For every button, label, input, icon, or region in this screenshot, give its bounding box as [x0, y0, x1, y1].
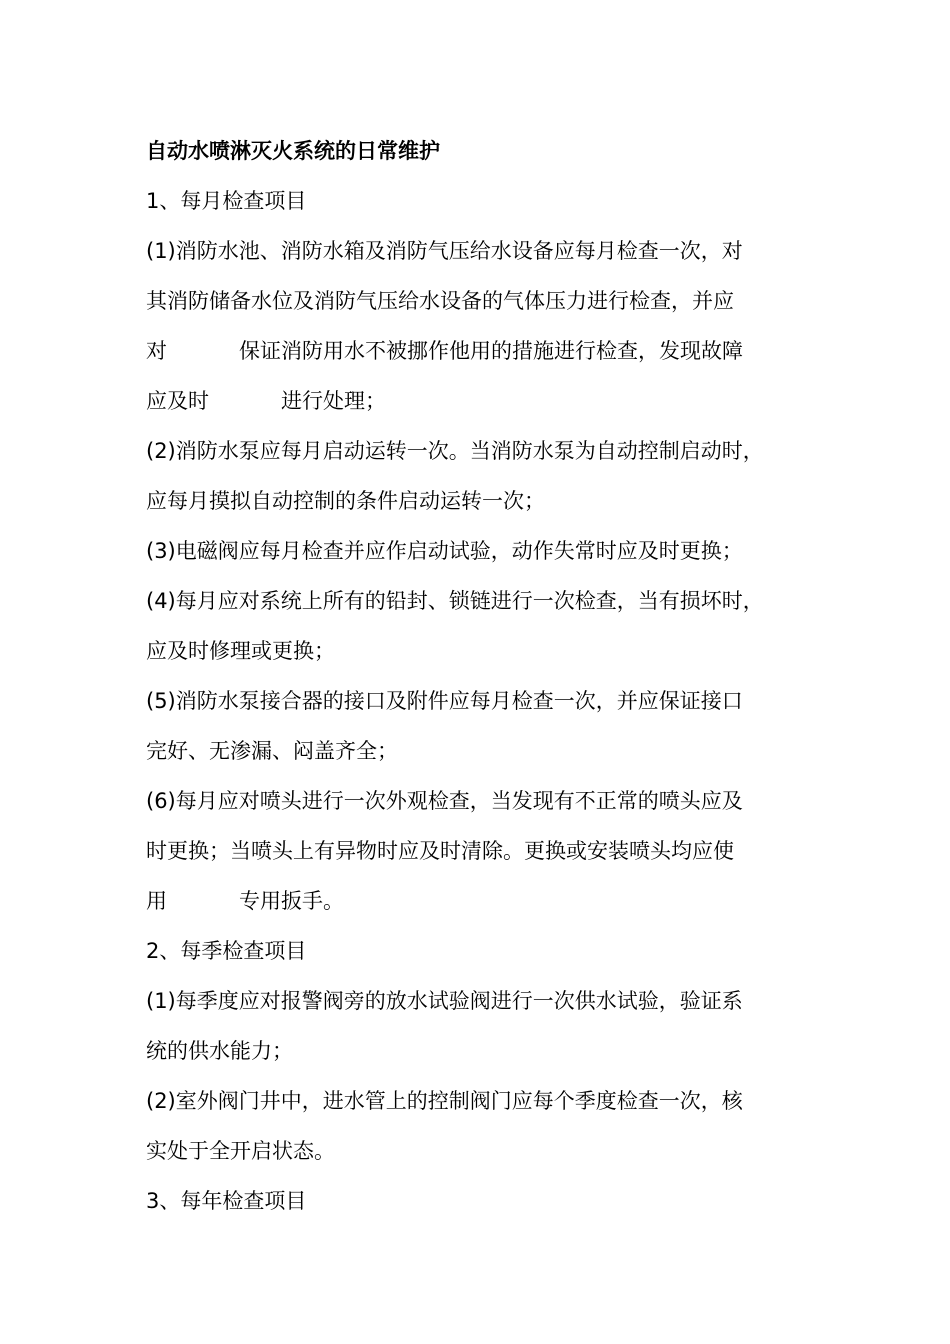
text-line: (1)消防水池、消防水箱及消防气压给水设备应每月检查一次，对: [146, 239, 743, 263]
text-line: 用: [146, 889, 167, 913]
paragraph-line: [146, 786, 743, 816]
text-line: 应每月摸拟自动控制的条件启动运转一次；: [146, 489, 545, 513]
paragraph-line: [146, 1036, 293, 1066]
section-heading-monthly: [146, 186, 306, 216]
section-heading-quarterly: [146, 936, 306, 966]
text-line: (6)每月应对喷头进行一次外观检查，当发现有不正常的喷头应及: [146, 789, 743, 813]
paragraph-line: [146, 536, 743, 566]
paragraph-line: [146, 686, 743, 716]
text-line: (2)消防水泵应每月启动运转一次。当消防水泵为自动控制启动时，: [146, 439, 764, 463]
text-line: 时更换；当喷头上有异物时应及时清除。更换或安装喷头均应使: [146, 839, 734, 863]
text-line: 2、每季检查项目: [146, 939, 307, 963]
text-line: 完好、无渗漏、闷盖齐全；: [146, 739, 398, 763]
paragraph-line: [146, 986, 743, 1016]
paragraph-line: [146, 836, 734, 866]
paragraph-line: [146, 286, 734, 316]
paragraph-line: [146, 1136, 335, 1166]
paragraph-line: [146, 486, 545, 516]
document-title: 自动水喷淋灭火系统的日常维护: [146, 139, 440, 163]
paragraph-line: [146, 336, 743, 366]
paragraph-line: [146, 586, 764, 616]
text-line: 3、每年检查项目: [146, 1189, 307, 1213]
text-line: (5)消防水泵接合器的接口及附件应每月检查一次，并应保证接口: [146, 689, 743, 713]
text-line: 其消防储备水位及消防气压给水设备的气体压力进行检查，并应: [146, 289, 734, 313]
section-heading-yearly: [146, 1186, 306, 1216]
text-line-continued: 保证消防用水不被挪作他用的措施进行检查，发现故障: [239, 339, 743, 363]
text-line: (4)每月应对系统上所有的铅封、锁链进行一次检查，当有损坏时，: [146, 589, 764, 613]
text-line: 应及时修理或更换；: [146, 639, 335, 663]
text-line: (2)室外阀门井中，进水管上的控制阀门应每个季度检查一次，核: [146, 1089, 743, 1113]
text-line-continued: 专用扳手。: [239, 889, 344, 913]
paragraph-line: [146, 636, 335, 666]
paragraph-line: [146, 1086, 743, 1116]
text-line: 统的供水能力；: [146, 1039, 293, 1063]
text-line: (3)电磁阀应每月检查并应作启动试验，动作失常时应及时更换；: [146, 539, 743, 563]
paragraph-line: [146, 886, 344, 916]
text-line: 实处于全开启状态。: [146, 1139, 335, 1163]
paragraph-line: [146, 236, 743, 266]
paragraph-line: [146, 386, 386, 416]
text-line: 应及时: [146, 389, 209, 413]
text-line: 1、每月检查项目: [146, 189, 307, 213]
text-line-continued: 进行处理；: [281, 389, 386, 413]
paragraph-line: [146, 436, 764, 466]
paragraph-line: [146, 736, 398, 766]
text-line: (1)每季度应对报警阀旁的放水试验阀进行一次供水试验，验证系: [146, 989, 743, 1013]
text-line: 对: [146, 339, 167, 363]
